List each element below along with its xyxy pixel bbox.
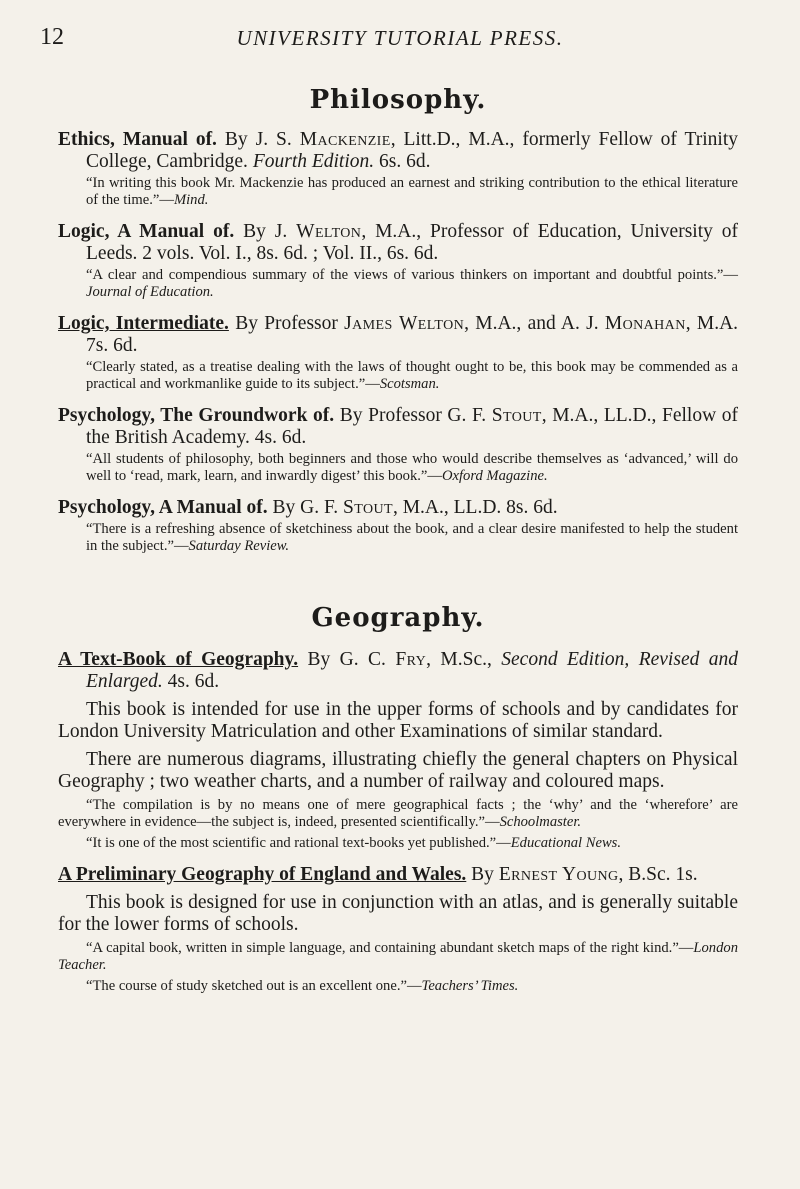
review-quote [58, 451, 738, 485]
review-source: Scotsman. [379, 376, 440, 392]
entry-main [58, 864, 738, 886]
review-source: Journal of Education. [86, 284, 214, 300]
price: 6s. 6d. [379, 151, 431, 172]
entry-main [58, 405, 738, 449]
book-title: Logic, Intermediate. [58, 313, 229, 334]
author-prefix: By G. C. [307, 649, 386, 670]
running-title: UNIVERSITY TUTORIAL PRESS. [236, 26, 564, 50]
entry-psychology-groundwork [58, 405, 738, 485]
price: , M.A. 7s. 6d. [86, 313, 739, 356]
author-prefix: By Professor G. F. [339, 405, 487, 426]
review-text: “A clear and compendious summary of the views of various thinkers on important and doubtful points.”— [86, 267, 738, 283]
review-text: “A capital book, written in simple language, and containing abundant sketch maps of the right kind.”— [86, 940, 694, 956]
review-quote [58, 521, 738, 555]
author-details: , M.A., LL.D. 8s. 6d. [392, 497, 558, 518]
review-quote [58, 267, 738, 301]
review-quote [58, 978, 738, 995]
edition: Fourth Edition. [252, 151, 375, 172]
entry-main [58, 649, 738, 693]
review-text: “The course of study sketched out is an excellent one.”— [86, 978, 422, 994]
author-details: , M.A., and A. J. [464, 313, 599, 334]
review-text: “Clearly stated, as a treatise dealing with the laws of thought ought to be, this book may be commended as a practical and workmanlike guide to its subject.”— [86, 359, 738, 392]
book-title: A Preliminary Geography of England and Wales. [58, 864, 467, 885]
philosophy-heading: Philosophy. [309, 85, 487, 115]
price: 4s. 6d. [167, 671, 220, 692]
geography-heading: Geography. [311, 603, 485, 633]
running-head [0, 22, 800, 52]
entry-logic-intermediate [58, 313, 738, 393]
book-title: Psychology, The Groundwork of. [58, 405, 335, 426]
book-title: Psychology, A Manual of. [58, 497, 268, 518]
review-text: “All students of philosophy, both beginners and those who would describe themselves as ‘advanced,’ will do well to ‘read, mark, learn, and inwardly digest’ this book.”— [86, 451, 738, 484]
entry-geography-textbook [58, 649, 738, 852]
author-name: Stout [343, 497, 393, 518]
review-source: Oxford Magazine. [441, 468, 548, 484]
review-quote [58, 940, 738, 974]
entry-psychology-manual [58, 497, 738, 555]
page-content [58, 85, 738, 1007]
review-quote [58, 797, 738, 831]
review-source: Saturday Review. [188, 538, 290, 554]
edition: Second Edition, Revised and Enlarged. [86, 649, 739, 692]
review-source: London Teacher. [58, 940, 738, 973]
author-prefix: By J. S. [224, 129, 292, 150]
book-title: Ethics, Manual of. [58, 129, 217, 150]
author-details: , M.A., LL.D., Fellow of the British Academy. 4s. 6d. [86, 405, 739, 448]
page-number: 12 [40, 24, 64, 50]
author-prefix: By J. [243, 221, 288, 242]
review-source: Schoolmaster. [499, 814, 582, 830]
review-text: “There is a refreshing absence of sketchiness about the book, and a clear desire manifested to help the student in the subject.”— [86, 521, 738, 554]
review-quote [58, 835, 738, 852]
author-prefix: By Professor [235, 313, 338, 334]
entry-preliminary-geography [58, 864, 738, 995]
entry-logic-manual [58, 221, 738, 301]
co-author-name: Monahan [604, 313, 686, 334]
author-name: Stout [491, 405, 542, 426]
author-name: Welton [296, 221, 362, 242]
author-name: James Welton [344, 313, 465, 334]
author-name: Fry [395, 649, 427, 670]
author-details: , M.A., Professor of Education, University of Leeds. 2 vols. Vol. I., 8s. 6d. ; Vol. II., 6s. 6d. [86, 221, 739, 264]
entry-ethics [58, 129, 738, 209]
review-text: “The compilation is by no means one of mere geographical facts ; the ‘why’ and the ‘wherefore’ are everywhere in evidence—the subject is, indeed, presented scientifically.”— [58, 797, 738, 830]
review-source: Educational News. [510, 835, 622, 851]
entry-main [58, 129, 738, 173]
author-name: Mackenzie [299, 129, 391, 150]
entry-main [58, 221, 738, 265]
description-paragraph: This book is intended for use in the upper forms of schools and by candidates for London University Matriculation and other Examinations of similar standard. [58, 699, 738, 742]
author-prefix: By [471, 864, 494, 885]
review-source: Mind. [173, 192, 209, 208]
description-paragraph: This book is designed for use in conjunction with an atlas, and is generally suitable for the lower forms of schools. [58, 892, 738, 935]
review-text: “It is one of the most scientific and rational text-books yet published.”— [86, 835, 511, 851]
review-quote [58, 175, 738, 209]
author-details: , B.Sc. 1s. [618, 864, 698, 885]
book-title: Logic, A Manual of. [58, 221, 235, 242]
book-title: A Text-Book of Geography. [58, 649, 299, 670]
review-source: Teachers’ Times. [421, 978, 519, 994]
author-prefix: By G. F. [272, 497, 339, 518]
review-text: “In writing this book Mr. Mackenzie has produced an earnest and striking contribution to the ethical literature of the time.”— [86, 175, 738, 208]
entry-main [58, 313, 738, 357]
author-details: , M.Sc., [426, 649, 492, 670]
author-details: , Litt.D., M.A., formerly Fellow of Trinity College, Cambridge. [86, 129, 739, 172]
entry-main [58, 497, 738, 519]
review-quote [58, 359, 738, 393]
description-paragraph: There are numerous diagrams, illustrating chiefly the general chapters on Physical Geography ; two weather charts, and a number of railway and coloured maps. [58, 749, 738, 792]
author-name: Ernest Young [498, 864, 619, 885]
